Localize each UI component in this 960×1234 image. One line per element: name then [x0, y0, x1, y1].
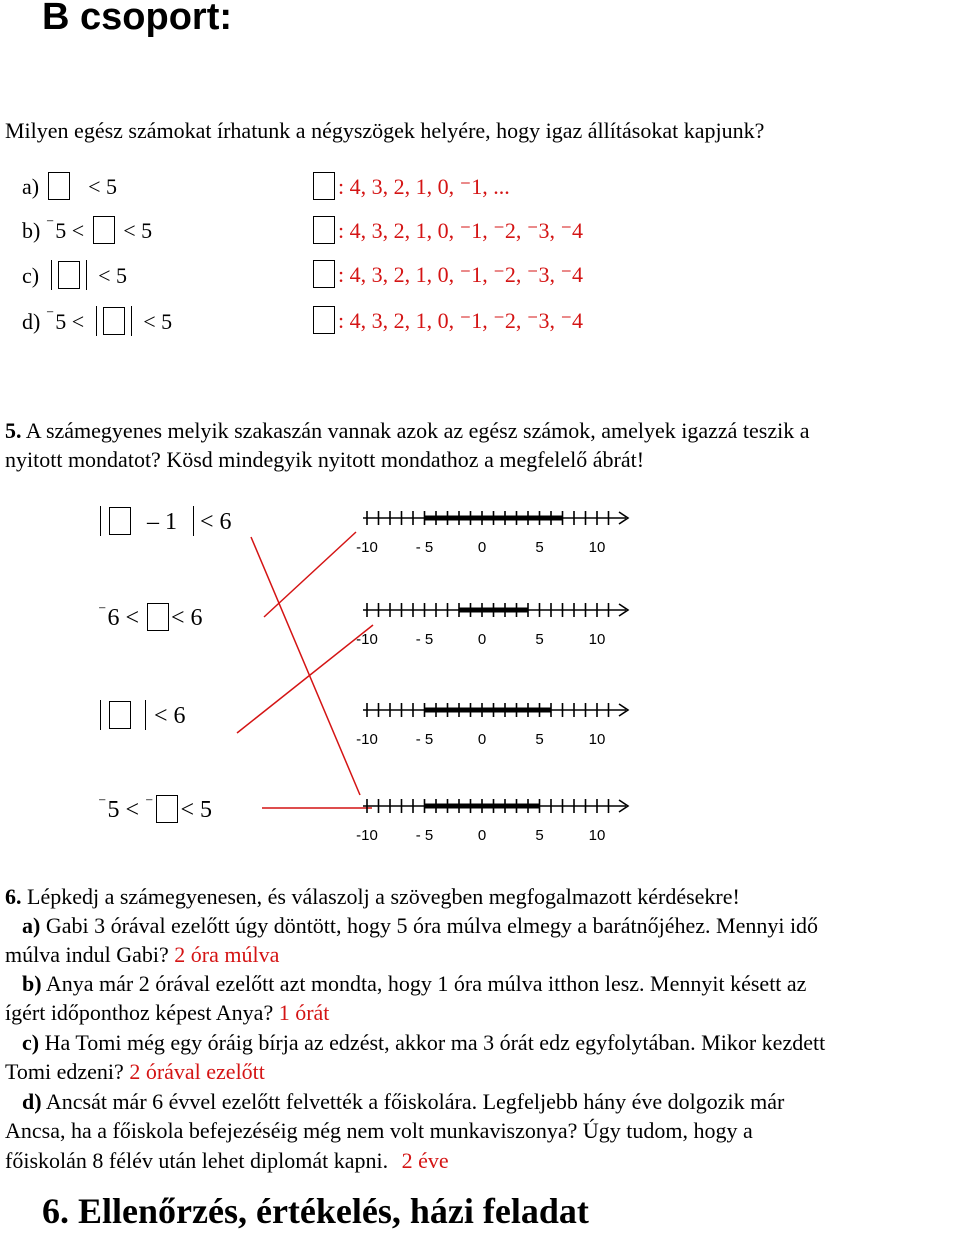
tick-label: 10	[588, 631, 606, 648]
tick-label: - 5	[415, 827, 434, 844]
tick-label: - 5	[415, 631, 434, 648]
row-left-suffix: < 5	[88, 174, 118, 199]
q6b-line2: ígért időponthoz képest Anya? 1 órát	[5, 1000, 330, 1025]
connector-line	[264, 532, 356, 617]
q6-heading: 6. Lépkedj a számegyenesen, és válaszolj a szövegben megfogalmazott kérdésekre!	[5, 884, 740, 909]
minus-sign: ⁻	[98, 795, 107, 812]
q6a-answer: 2 óra múlva	[168, 942, 280, 967]
tick-label: -10	[356, 631, 378, 648]
tick-label: 0	[477, 631, 487, 648]
connector-line	[251, 537, 360, 795]
sentence-part: 6 <	[107, 605, 139, 631]
tick-label: 10	[588, 827, 606, 844]
row-label: c)	[22, 263, 40, 288]
q6d-line3: főiskolán 8 félév után lehet diplomát kapni. 2 éve	[5, 1148, 449, 1173]
sentence-part: < 5	[180, 797, 212, 823]
answer-text: : 4, 3, 2, 1, 0, ⁻1, ...	[338, 174, 510, 199]
sentence-part: < 6	[154, 703, 186, 729]
q5-number: 5.	[5, 418, 22, 443]
q6c-line2: Tomi edzeni? 2 órával ezelőtt	[5, 1059, 265, 1084]
q6d-line1: d) Ancsát már 6 évvel ezelőtt felvették a főiskolára. Legfeljebb hány éve dolgozik már	[22, 1089, 785, 1114]
row-label: b)	[22, 218, 41, 243]
answer-text: : 4, 3, 2, 1, 0, ⁻1, ⁻2, ⁻3, ⁻4	[338, 262, 584, 287]
tick-label: -10	[356, 827, 378, 844]
tick-label: - 5	[415, 539, 434, 556]
q5-text-line2: nyitott mondatot? Kösd mindegyik nyitott mondathoz a megfelelő ábrát!	[5, 447, 645, 472]
q6-number: 6.	[5, 884, 22, 909]
q5-text: A számegyenes melyik szakaszán vannak azok az egész számok, amelyek igazzá teszik a	[21, 418, 810, 443]
tick-label: 10	[588, 731, 606, 748]
tick-label: 5	[535, 731, 544, 748]
q6a-line2: múlva indul Gabi? 2 óra múlva	[5, 942, 280, 967]
row-left-suffix: < 5	[143, 309, 173, 334]
row-label: a)	[22, 174, 40, 199]
q6d-line2: Ancsa, ha a főiskola befejezéséig még nem volt munkaviszonya? Úgy tudom, hogy a	[5, 1118, 753, 1143]
tick-label: 5	[535, 827, 544, 844]
sentence-part: < 6	[200, 509, 232, 535]
minus-sign: ⁻	[45, 307, 55, 324]
answer-text: : 4, 3, 2, 1, 0, ⁻1, ⁻2, ⁻3, ⁻4	[338, 218, 584, 243]
answer-text: : 4, 3, 2, 1, 0, ⁻1, ⁻2, ⁻3, ⁻4	[338, 308, 584, 333]
row-label: d)	[22, 309, 41, 334]
q6c-line1: c) Ha Tomi még egy óráig bírja az edzést, akkor ma 3 órát edz egyfolytában. Mikor kezdett	[22, 1030, 826, 1055]
number-lines	[355, 500, 885, 870]
tick-label: 0	[477, 827, 487, 844]
sentence-part: – 1	[147, 509, 177, 535]
q6a-line1: a) Gabi 3 órával ezelőtt úgy döntött, hogy 5 óra múlva elmegy a barátnőjéhez. Mennyi idő	[22, 913, 819, 938]
q6b-line1: b) Anya már 2 órával ezelőtt azt mondta, hogy 1 óra múlva itthon lesz. Mennyit késett az	[22, 971, 807, 996]
tick-label: 5	[535, 539, 544, 556]
minus-sign: ⁻	[98, 603, 107, 620]
tick-label: -10	[356, 731, 378, 748]
q6c-answer: 2 órával ezelőtt	[123, 1059, 265, 1084]
section-heading: 6. Ellenőrzés, értékelés, házi feladat	[42, 1191, 589, 1231]
row-left-suffix: < 5	[123, 218, 153, 243]
connector-line	[237, 625, 373, 733]
row-left-prefix: 5 <	[55, 218, 85, 243]
page-title: B csoport:	[42, 0, 232, 38]
tick-label: 0	[477, 731, 487, 748]
minus-sign: ⁻	[45, 216, 55, 233]
sentence-part: < 6	[171, 605, 203, 631]
tick-label: 0	[477, 539, 487, 556]
row-left-prefix: 5 <	[55, 309, 85, 334]
q4-prompt: Milyen egész számokat írhatunk a négyszögek helyére, hogy igaz állításokat kapjunk?	[5, 118, 765, 143]
tick-label: -10	[356, 539, 378, 556]
row-left-suffix: < 5	[98, 263, 128, 288]
tick-label: - 5	[415, 731, 434, 748]
tick-label: 5	[535, 631, 544, 648]
q6d-answer: 2 éve	[396, 1148, 449, 1173]
tick-label: 10	[588, 539, 606, 556]
sentence-part: 5 <	[107, 797, 139, 823]
q6b-answer: 1 órát	[273, 1000, 330, 1025]
minus-sign: ⁻	[145, 795, 154, 812]
